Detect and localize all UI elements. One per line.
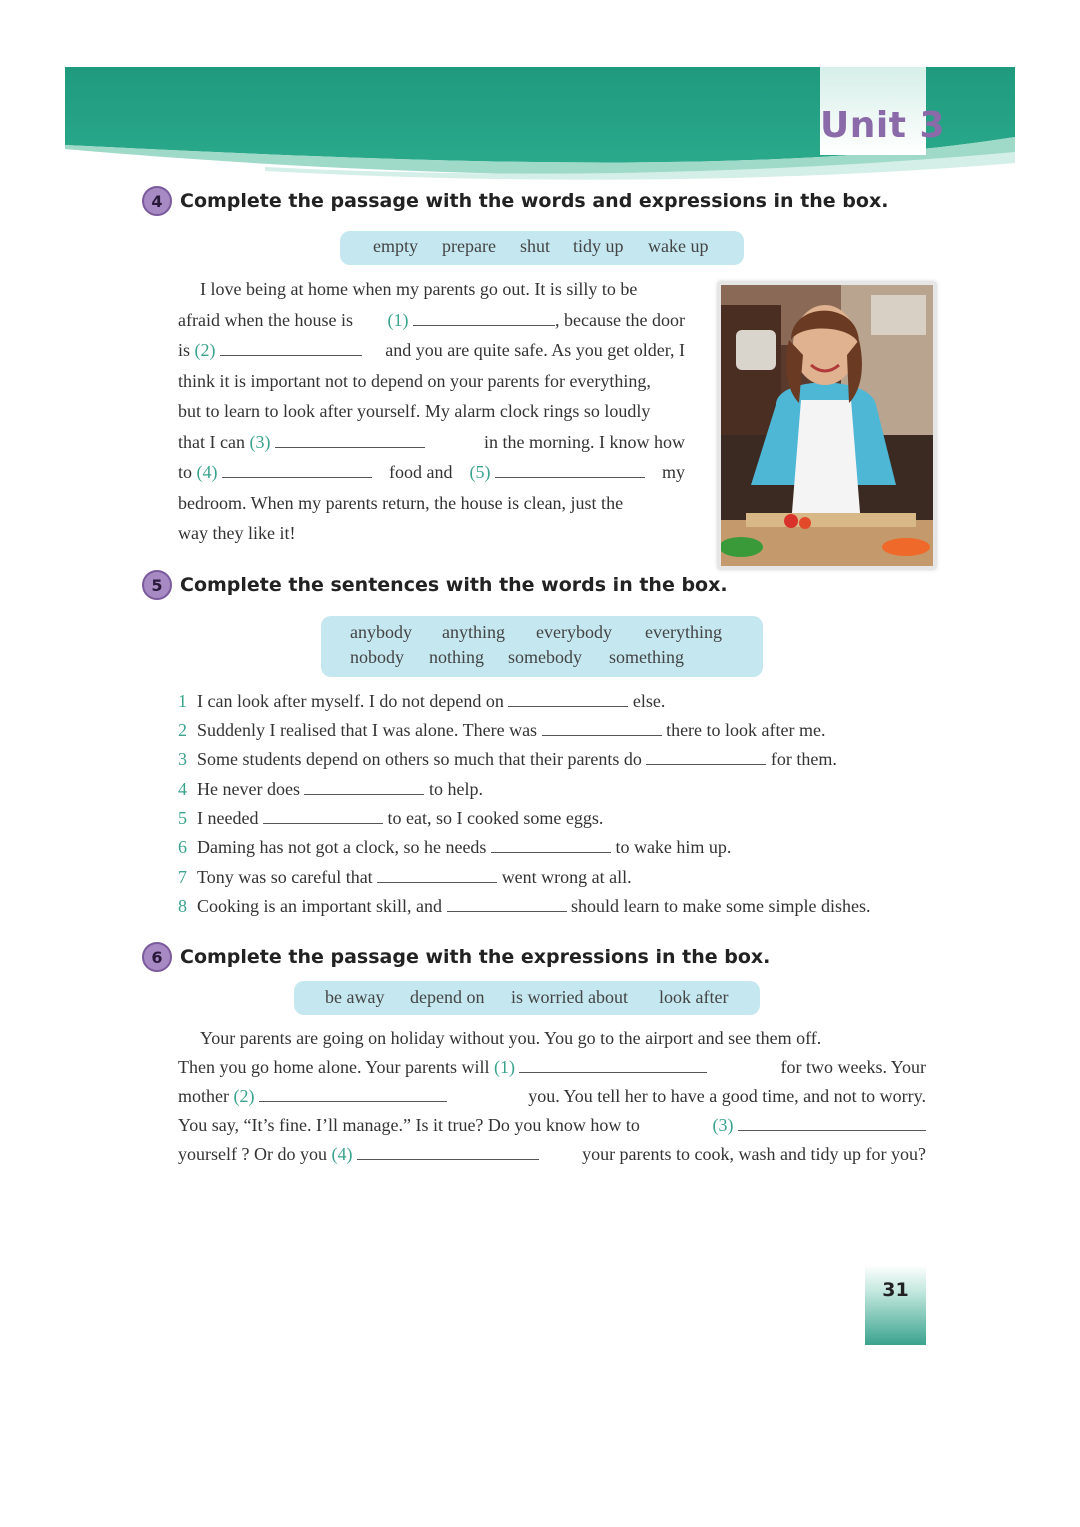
sentence-item: 8 Cooking is an important skill, and should learn to make some simple dishes. (178, 896, 871, 916)
answer-blank[interactable] (263, 807, 383, 824)
passage-line: Your parents are going on holiday without you. You go to the airport and see them off. (200, 1028, 822, 1048)
word-box-ex6 (294, 981, 760, 1015)
exercise-number-badge: 4 (142, 186, 172, 216)
passage-ex4 (178, 274, 685, 549)
page-number-tab (865, 1265, 926, 1345)
blank-number: (2) (233, 1086, 255, 1106)
exercise-6-heading (142, 942, 770, 972)
answer-blank[interactable] (275, 431, 425, 448)
passage-line: think it is important not to depend on your parents for everything, (178, 370, 651, 391)
box-word: empty (373, 236, 418, 256)
answer-blank[interactable] (491, 836, 611, 853)
exercise-number-badge: 5 (142, 570, 172, 600)
box-word: somebody (508, 647, 582, 667)
passage-line: Then you go home alone. Your parents will (1) for two weeks. Your (178, 1057, 926, 1077)
passage-ex6 (178, 1024, 926, 1169)
blank-number: (1) (387, 309, 409, 330)
answer-blank[interactable] (357, 1143, 539, 1160)
answer-blank[interactable] (542, 719, 662, 736)
sentence-item: 4 He never does to help. (178, 779, 483, 799)
answer-blank[interactable] (447, 895, 567, 912)
passage-line: bedroom. When my parents return, the house is clean, just the (178, 492, 624, 513)
word-box-ex5 (321, 616, 763, 677)
answer-blank[interactable] (220, 339, 362, 356)
passage-line: afraid when the house is (1) , because the door (178, 309, 685, 330)
passage-line: yourself ? Or do you (4) your parents to cook, wash and tidy up for you? (178, 1144, 926, 1164)
box-word: depend on (410, 987, 485, 1007)
box-word: shut (520, 236, 551, 256)
photo-illustration (721, 285, 933, 566)
box-word: everybody (536, 622, 612, 642)
sentence-item: 5 I needed to eat, so I cooked some eggs. (178, 808, 604, 828)
answer-blank[interactable] (738, 1114, 926, 1131)
blank-number: (5) (469, 462, 491, 482)
page-number: 31 (882, 1279, 909, 1301)
exercise-number-badge: 6 (142, 942, 172, 972)
blank-number: (4) (331, 1144, 353, 1164)
sentence-item: 6 Daming has not got a clock, so he needs to wake him up. (178, 837, 732, 857)
passage-line: mother (2) you. You tell her to have a good time, and not to worry. (178, 1086, 926, 1106)
answer-blank[interactable] (495, 461, 645, 478)
box-word: be away (325, 987, 385, 1007)
box-word: nobody (350, 647, 404, 667)
exercise-instruction: Complete the passage with the words and expressions in the box. (180, 190, 889, 212)
box-word: something (609, 647, 684, 667)
passage-line: is (2) and you are quite safe. As you get older, I (178, 340, 685, 360)
passage-line: You say, “It’s fine. I’ll manage.” Is it true? Do you know how to (3) (178, 1111, 926, 1140)
answer-blank[interactable] (304, 778, 424, 795)
exercise-5-heading (142, 570, 728, 600)
exercise-instruction: Complete the passage with the expressions in the box. (180, 946, 771, 968)
answer-blank[interactable] (377, 866, 497, 883)
sentence-item: 7 Tony was so careful that went wrong at all. (178, 867, 632, 887)
blank-number: (1) (493, 1057, 515, 1077)
girl-cooking-photo (718, 282, 936, 569)
passage-line: to (4) food and (5) my (178, 462, 685, 482)
box-word: anything (442, 622, 505, 642)
box-word: is worried about (511, 987, 628, 1007)
box-word: anybody (350, 622, 412, 642)
answer-blank[interactable] (222, 461, 372, 478)
box-word: tidy up (573, 236, 624, 256)
sentence-item: 1 I can look after myself. I do not depend on else. (178, 691, 666, 711)
answer-blank[interactable] (413, 309, 555, 326)
word-box-ex4 (340, 231, 744, 265)
passage-line: that I can (3) in the morning. I know how (178, 431, 685, 452)
passage-line: way they like it! (178, 523, 296, 543)
answer-blank[interactable] (508, 690, 628, 707)
answer-blank[interactable] (519, 1056, 707, 1073)
box-word: look after (659, 987, 729, 1007)
box-word: nothing (429, 647, 485, 667)
unit-title: Unit 3 (820, 105, 945, 146)
box-word: everything (645, 622, 722, 642)
answer-blank[interactable] (259, 1085, 447, 1102)
sentence-item: 2 Suddenly I realised that I was alone. There was there to look after me. (178, 720, 826, 740)
passage-line: I love being at home when my parents go out. It is silly to be (200, 279, 638, 299)
box-word: prepare (442, 236, 496, 256)
answer-blank[interactable] (646, 748, 766, 765)
box-word: wake up (648, 236, 709, 256)
exercise-4-heading (142, 186, 888, 216)
sentence-item: 3 Some students depend on others so much that their parents do for them. (178, 749, 837, 769)
passage-line: but to learn to look after yourself. My alarm clock rings so loudly (178, 401, 651, 421)
blank-number: (4) (196, 462, 218, 482)
blank-number: (3) (249, 431, 271, 452)
blank-number: (3) (712, 1115, 734, 1135)
blank-number: (2) (194, 340, 216, 360)
exercise-instruction: Complete the sentences with the words in the box. (180, 574, 728, 596)
